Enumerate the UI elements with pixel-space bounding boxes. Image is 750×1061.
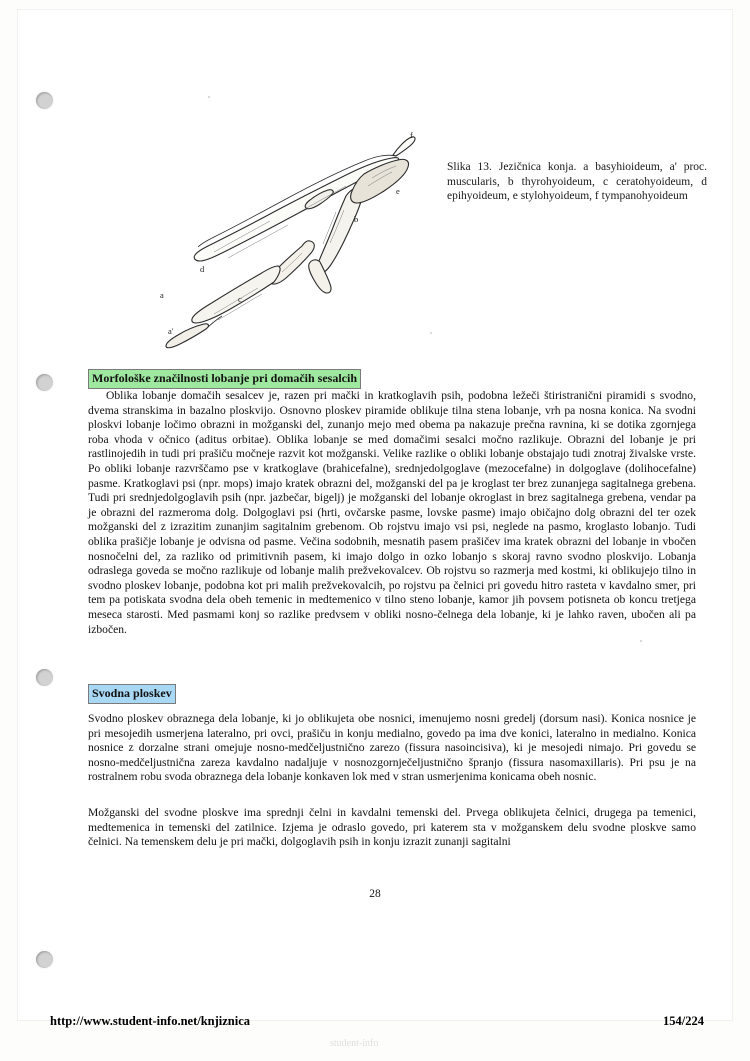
paragraph-svodna-ploskev-2: Možganski del svodne ploskve ima sprednji čelni in kavdalni temenski del. Prvega oblikujeta čelnici, drugega pa temenici, medtemenica in temenski del zatilnice. Izjema je odraslo govedo, pri katerem sta v možganskem delu svodne ploskve samo čelnici. Na temenskem delu je pri mački, dolgoglavih psih in konju izrazit zunanji sagitalni: [88, 806, 696, 849]
figure-label-f: f: [410, 130, 413, 140]
figure-label-a: a: [160, 290, 164, 300]
figure-label-e: e: [396, 186, 400, 196]
footer-url[interactable]: http://www.student-info.net/knjiznica: [50, 1014, 251, 1028]
scan-speck: [640, 640, 642, 642]
punch-hole: [36, 669, 53, 686]
figure-caption: Slika 13. Jezičnica konja. a basyhioideum, a' proc. muscularis, b thyrohyoideum, c ceratohyoideum, d epihyoideum, e stylohyoideum, f tympanohyoideum: [447, 161, 707, 202]
figure-label-c: c: [238, 294, 242, 304]
figure-label-d: d: [200, 264, 205, 274]
footer-watermark: student-info: [330, 1038, 379, 1049]
punch-hole: [36, 951, 53, 968]
punch-hole: [36, 374, 53, 391]
hyoid-bone-illustration: [96, 86, 426, 351]
figure-label-a-prime: a': [168, 326, 174, 336]
figure-label-b: b: [354, 214, 359, 224]
paragraph-morphology: Oblika lobanje domačih sesalcev je, razen pri mački in kratkoglavih psih, podobna ležeči štiristranični piramidi s svodno, dvema stranskima in bazalno ploskvijo. Osnovno ploskev piramide oblikuje tilna stena lobanje, vrh pa nosna konica. Na svodni ploskvi lobanje ločimo obrazni in možganski del, zunanjo mejo med obema pa nakazuje prečna ravnina, ki se dotika zgornjega roba vhoda v očnico (aditus orbitae). Oblika lobanje se med domačimi sesalci močno razlikuje. Obrazni del lobanje je pri rastlinojedih in tudi pri prašiču močneje razvit kot možganski. Velike razlike o obliki lobanje obstajajo tudi znotraj živalske vrste. Po obliki lobanje razvrščamo pse v kratkoglave (brahicefalne), srednjedolgoglave (mezocefalne) in dolgoglave (dolihocefalne) pasme. Kratkoglavi psi (npr. mops) imajo kratek obrazni del, možganski del pa je kroglast ter brez zunanjega sagitalnega grebena. Tudi pri srednjedolgoglavih psih (npr. jazbečar, bigelj) je možganski del lobanje okroglast in brez sagitalnega grebena, vendar pa je obrazni del razmeroma dolg. Dolgoglavi psi (hrti, ovčarske pasme, lovske pasme) imajo običajno dolg obrazni del ter ozek možganski del z izrazitim zunanjim sagitalnim grebenom. Ob rojstvu imajo vsi psi, neglede na pasmo, kroglasto lobanjo. Tudi oblika prašičje lobanje je odvisna od pasme. Večina sodobnih, mesnatih pasem prašičev ima kratek obrazni del lobanje in vbočen nosnočelni del, za razliko od primitivnih pasem, ki imajo dolgo in ozko lobanjo s skoraj ravno svodno ploskvijo. Lobanja odraslega goveda se močno razlikuje od lobanje malih prežvekovalcev. Ob rojstvu so razmerja med kostmi, ki oblikujejo tilno in svodno ploskev lobanje, podobna kot pri malih prežvekovalcih, po rojstvu pa čelnici pri govedu hitro rasteta v kavdalno smer, pri tem pa potiskata svodna dela obeh temenic in medtemenico v tilno steno lobanje, kamor jih povsem potisneta ob koncu tretjega meseca starosti. Med pasmami konj so razlike predvsem v obliki nosno-čelnega dela lobanje, ki je lahko raven, ubočen ali pa izbočen.: [88, 389, 696, 636]
punch-hole: [36, 92, 53, 109]
scan-speck: [430, 332, 432, 334]
section-heading-svodna-ploskev: Svodna ploskev: [88, 684, 176, 704]
paragraph-svodna-ploskev-1: Svodno ploskev obraznega dela lobanje, ki jo oblikujeta obe nosnici, imenujemo nosni gredelj (dorsum nasi). Konica nosnice je pri mesojedih usmerjena lateralno, pri ovci, prašiču in konju medialno, govedo pa ima dve konici, lateralno in medialno. Konica nosnice z dorzalne strani omejuje nosno-medčeljustnično zarezo (fissura nasoincisiva), ki je mesojedi nimajo. Pri govedu se nosno-medčeljustnična zareza kavdalno nadaljuje v nosnozgornječeljustnično špranjo (fissura nasomaxillaris). Pri psu je na rostralnem robu svoda obraznega dela lobanje konkaven lok med v stran usmerjenima konicama obeh nosnic.: [88, 712, 696, 784]
footer-pagination: 154/224: [663, 1014, 704, 1028]
page-number: 28: [369, 888, 381, 900]
section-heading-morphology: Morfološke značilnosti lobanje pri domačih sesalcih: [88, 369, 361, 389]
scan-speck: [208, 96, 210, 98]
